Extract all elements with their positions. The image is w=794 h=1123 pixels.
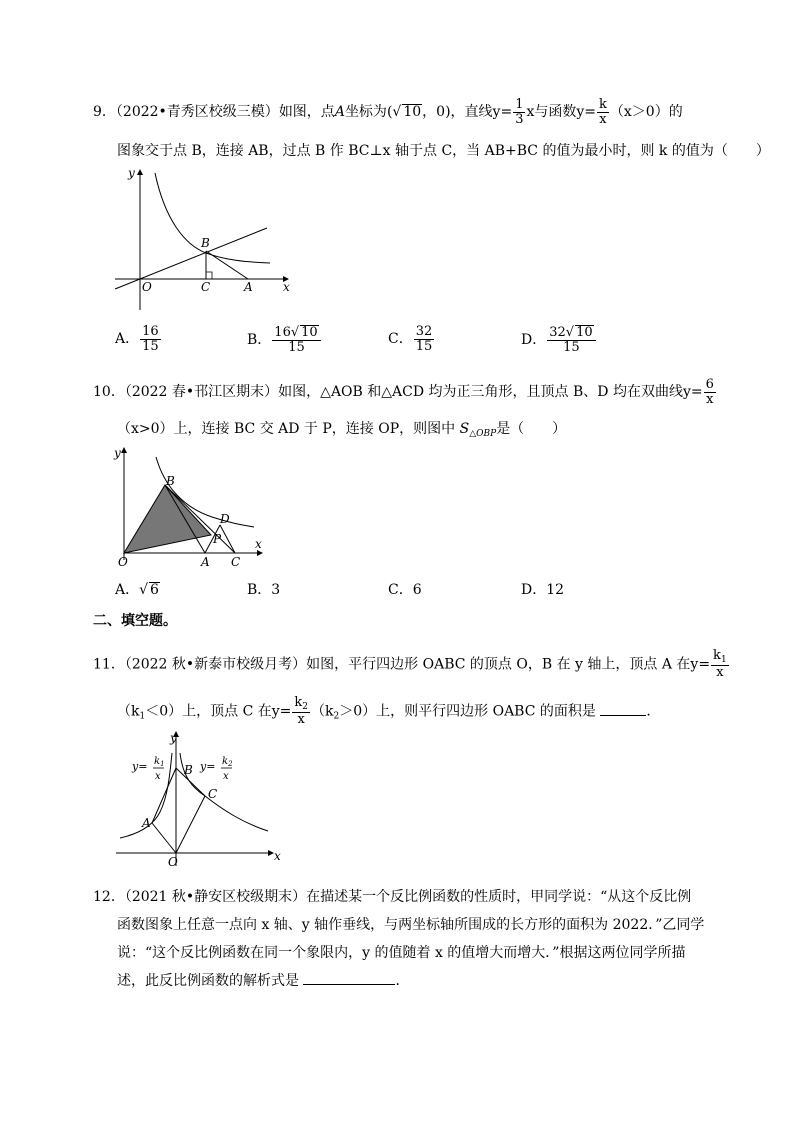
q9-point-a-coord: (√ 10，0) (386, 104, 451, 121)
q9-option-b[interactable]: B． $\frac{16√ 10}{15}$ (247, 325, 322, 355)
q11-number: 11． (93, 656, 125, 673)
q11-line2: $(k_1<0)$上，顶点 C 在y= $\frac{k_2}{x}$ $(k_2>0)$上，则平行四边形 OABC 的面积是 ． (117, 695, 661, 728)
q12-line3: 说：“这个反比例函数在同一个象限内，y 的值随着 x 的值增大而增大．”根据这两位同学所描 (117, 945, 686, 961)
q11-right-curve-label: y= (200, 760, 216, 773)
q9-frac-one-third: $\frac{1}{3}$ (515, 97, 524, 127)
q10-segment-dc (220, 525, 235, 553)
q9-label-b: B (201, 236, 210, 250)
q10-label-c: C (231, 555, 241, 569)
q10-option-d[interactable]: D．12 (521, 582, 565, 598)
q12-line1: 12．（2021 秋•静安区校级期末）在描述某一个反比例函数的性质时，甲同学说：“从这个反比例 (93, 889, 692, 905)
q11-label-x: x (274, 849, 281, 863)
q11-label-y: y (170, 731, 177, 745)
q11-right-curve-x: x (223, 771, 229, 782)
q12-line2: 函数图象上任意一点向 x 轴、y 轴作垂线，与两坐标轴所围成的长方形的面积为 2022．”乙同学 (117, 917, 705, 933)
q9-line1: 9．（2022•青秀区校级三模）如图，点A坐标为(√ 10，0)，直线y= $\frac{1}{3}$ x与函数y= $\frac{k}{x}$ （x＞0）的 (93, 97, 683, 127)
q9-figure (110, 165, 300, 315)
q11-label-c: C (208, 787, 218, 801)
q10-shaded-triangle-obp (124, 485, 211, 553)
q11-segment-oa (152, 823, 176, 853)
q9-right-angle (206, 272, 212, 279)
q9-label-x: x (283, 280, 290, 294)
q12-line4: 述，此反比例函数的解析式是 ． (117, 970, 409, 990)
q10-label-x: x (255, 537, 262, 551)
q9-label-c: C (201, 280, 211, 294)
q10-label-y: y (114, 446, 121, 460)
q11-frac-k1-x: $\frac{k_1}{x}$ (713, 648, 727, 681)
q10-source: （2022 春•邗江区期末） (124, 384, 279, 401)
q11-left-curve-label: y= (132, 760, 148, 773)
q11-left-curve-k: $k_1$ (154, 756, 165, 768)
q11-label-o: O (168, 855, 178, 868)
q10-label-o: O (118, 555, 128, 569)
q11-segment-co (176, 796, 205, 853)
q9-frac-k-x: $\frac{k}{x}$ (599, 97, 607, 127)
q11-source: （2022 秋•新泰市校级月考） (124, 656, 307, 673)
q9-label-a: A (244, 280, 253, 294)
q9-number: 9． (93, 104, 116, 121)
q11-label-a: A (142, 816, 151, 830)
q11-answer-blank[interactable] (600, 701, 646, 716)
q11-right-curve-k: $k_2$ (222, 756, 233, 768)
q10-line2: （x>0）上，连接 BC 交 AD 于 P，连接 OP，则图中 $S_{\triangle OBP}$是（ ） (117, 421, 567, 439)
q9-option-d[interactable]: D． $\frac{32√ 10}{15}$ (521, 325, 597, 355)
q10-line1: 10．（2022 春•邗江区期末）如图，△AOB 和△ACD 均为正三角形，且顶点 B、D 均在双曲线y= $\frac{6}{x}$ (93, 377, 714, 407)
q10-number: 10． (93, 384, 125, 401)
q11-line1: 11．（2022 秋•新泰市校级月考）如图，平行四边形 OABC 的顶点 O，B 在 y 轴上，顶点 A 在y= $\frac{k_1}{x}$ (93, 648, 727, 681)
section-fill-in-heading: 二、填空题。 (93, 613, 177, 629)
q10-label-b: B (166, 474, 175, 488)
q10-option-c[interactable]: C．6 (388, 582, 422, 598)
q11-figure (108, 728, 288, 868)
q11-left-curve-x: x (155, 771, 161, 782)
q10-label-a: A (201, 555, 210, 569)
q11-frac-k2-x: $\frac{k_2}{x}$ (294, 695, 309, 728)
q10-frac-6-x: $\frac{6}{x}$ (705, 377, 714, 407)
q10-figure (112, 445, 272, 570)
q10-option-b[interactable]: B．3 (247, 582, 281, 598)
q10-option-a[interactable]: A．√ 6 (115, 582, 159, 598)
q11-label-b: B (184, 763, 193, 777)
q9-option-c[interactable]: C． $\frac{32}{15}$ (388, 324, 433, 354)
q10-label-d: D (220, 512, 230, 526)
q9-option-a[interactable]: A． $\frac{16}{15}$ (115, 324, 159, 354)
q9-line2: 图象交于点 B，连接 AB，过点 B 作 BC⊥x 轴于点 C，当 AB+BC 的值为最小时，则 k 的值为（ ） (117, 143, 770, 159)
q10-label-p: P (213, 532, 222, 546)
q12-answer-blank[interactable] (303, 970, 395, 985)
q9-source: （2022•青秀区校级三模） (115, 104, 279, 121)
q9-label-o: O (142, 280, 152, 294)
q9-label-y: y (128, 166, 135, 180)
